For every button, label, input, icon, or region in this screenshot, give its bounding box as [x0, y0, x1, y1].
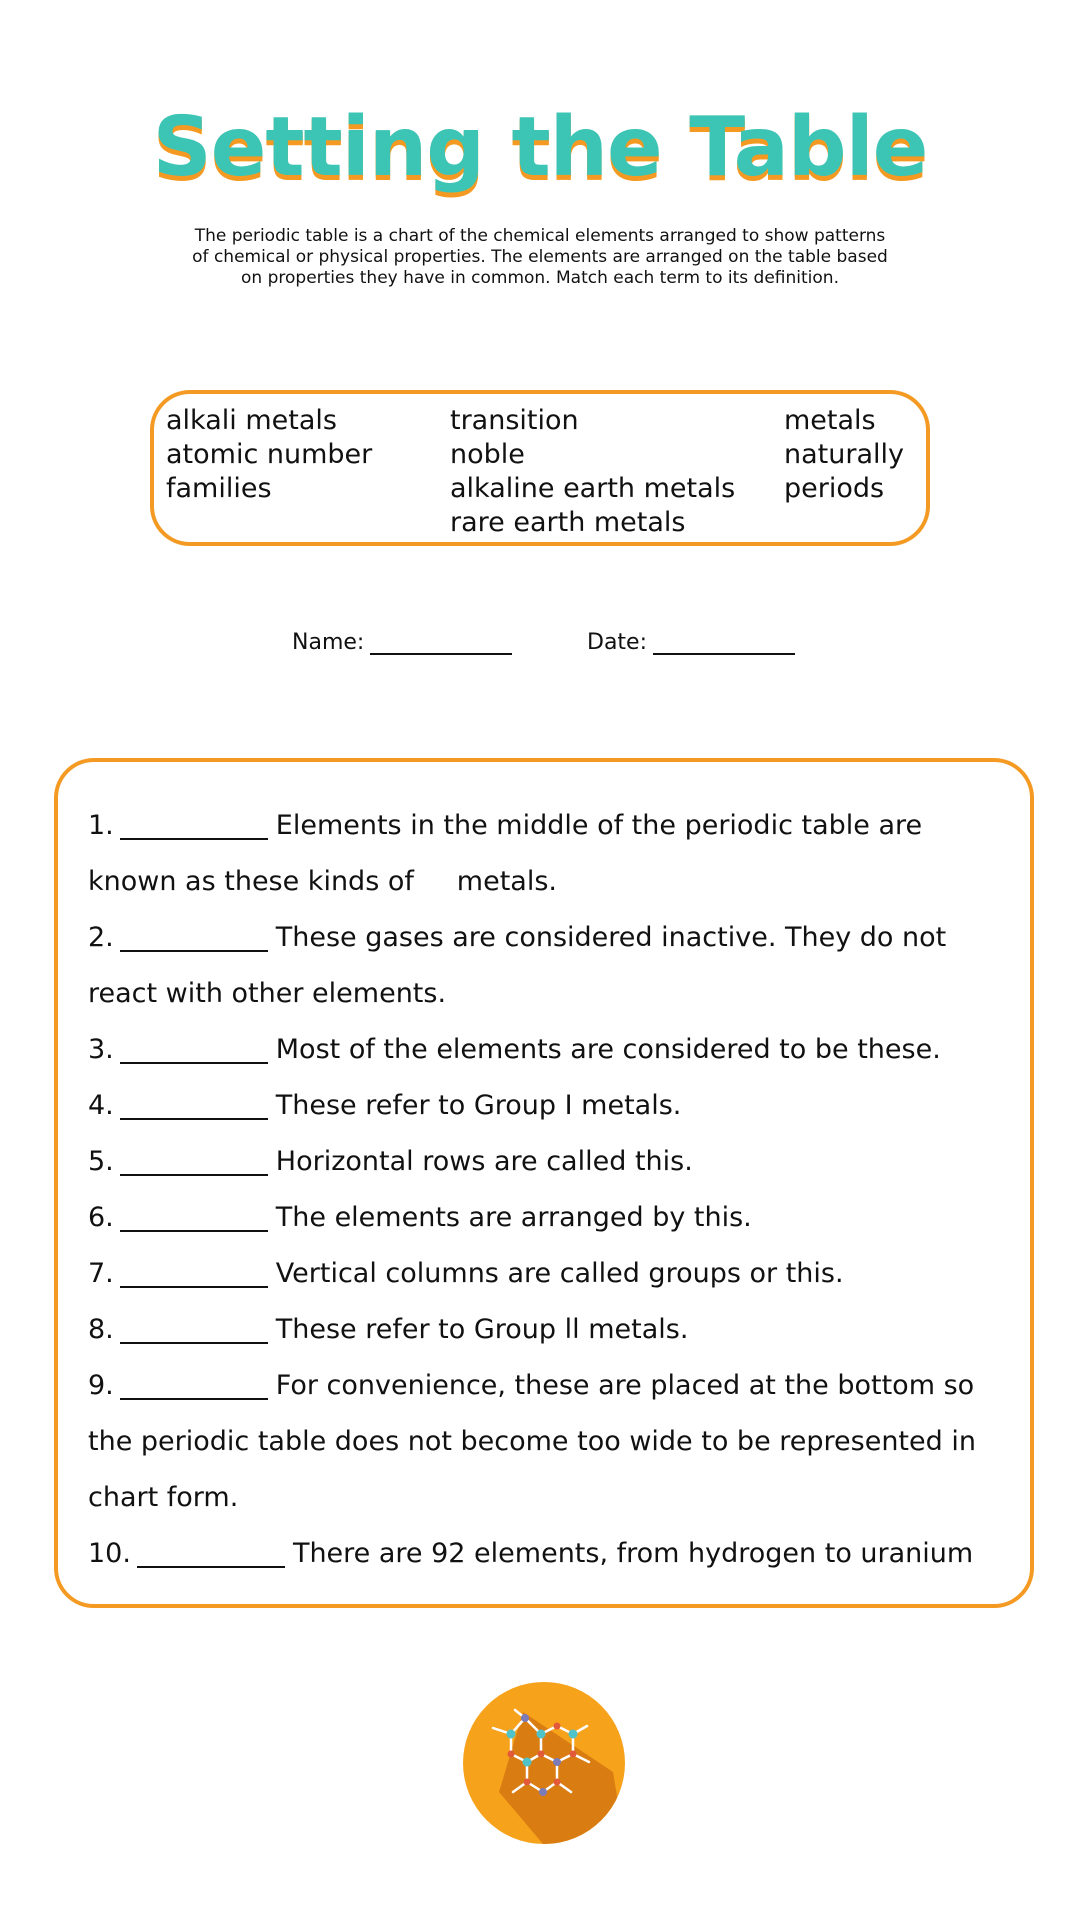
question-item — [88, 1022, 1008, 1078]
date-label: Date: — [587, 630, 647, 655]
question-item — [88, 1358, 1008, 1526]
answer-blank[interactable] — [120, 1312, 268, 1344]
question-item — [88, 1134, 1008, 1190]
word-bank-term: alkaline earth metals — [450, 473, 736, 504]
word-bank-term: families — [166, 473, 272, 504]
answer-blank[interactable] — [120, 1088, 268, 1120]
answer-blank[interactable] — [120, 1032, 268, 1064]
word-bank-term: transition — [450, 405, 579, 436]
question-text: There are 92 elements, from hydrogen to uranium — [292, 1538, 974, 1569]
question-item — [88, 1078, 1008, 1134]
question-number: 9. — [88, 1370, 114, 1401]
question-list — [88, 798, 1008, 1582]
date-field[interactable] — [587, 630, 795, 655]
question-text: These refer to Group ll metals. — [275, 1314, 689, 1345]
question-item — [88, 1190, 1008, 1246]
question-number: 1. — [88, 810, 114, 841]
question-item — [88, 1246, 1008, 1302]
name-blank[interactable] — [370, 631, 512, 655]
word-bank-term: metals — [784, 405, 876, 436]
answer-blank[interactable] — [120, 1256, 268, 1288]
molecule-icon — [463, 1682, 625, 1844]
question-text: These refer to Group I metals. — [275, 1090, 682, 1121]
question-text: The elements are arranged by this. — [275, 1202, 752, 1233]
question-number: 7. — [88, 1258, 114, 1289]
answer-blank[interactable] — [120, 1144, 268, 1176]
question-text: These gases are considered inactive. They do not react with other elements. — [88, 922, 947, 1009]
question-text: Elements in the middle of the periodic table are known as these kinds of metals. — [88, 810, 923, 897]
word-bank-term: periods — [784, 473, 885, 504]
word-bank-term: naturally — [784, 439, 904, 470]
questions-box — [54, 758, 1034, 1608]
answer-blank[interactable] — [137, 1536, 285, 1568]
answer-blank[interactable] — [120, 808, 268, 840]
word-bank-term: rare earth metals — [450, 507, 686, 538]
question-item — [88, 798, 1008, 910]
question-number: 2. — [88, 922, 114, 953]
question-number: 3. — [88, 1034, 114, 1065]
date-blank[interactable] — [653, 631, 795, 655]
word-bank-column-1 — [166, 404, 372, 506]
question-text: For convenience, these are placed at the bottom so the periodic table does not become too wide to be represented in chart form. — [88, 1370, 976, 1513]
page-title: Setting the Table — [152, 100, 928, 195]
answer-blank[interactable] — [120, 1368, 268, 1400]
name-field[interactable] — [292, 630, 512, 655]
question-number: 6. — [88, 1202, 114, 1233]
intro-paragraph: The periodic table is a chart of the chemical elements arranged to show patterns of chemical or physical properties. The elements are arranged on the table based on properties they have in common. Match each term to its definition. — [192, 226, 888, 288]
word-bank-column-3 — [784, 404, 904, 506]
question-text: Vertical columns are called groups or this. — [275, 1258, 844, 1289]
question-number: 8. — [88, 1314, 114, 1345]
question-item — [88, 1302, 1008, 1358]
answer-blank[interactable] — [120, 920, 268, 952]
word-bank — [150, 390, 930, 546]
question-number: 5. — [88, 1146, 114, 1177]
word-bank-term: atomic number — [166, 439, 373, 470]
word-bank-term: alkali metals — [166, 405, 337, 436]
name-label: Name: — [292, 630, 365, 655]
question-text: Horizontal rows are called this. — [275, 1146, 693, 1177]
question-number: 10. — [88, 1538, 131, 1569]
word-bank-term: noble — [450, 439, 525, 470]
answer-blank[interactable] — [120, 1200, 268, 1232]
question-number: 4. — [88, 1090, 114, 1121]
question-text: Most of the elements are considered to be these. — [275, 1034, 941, 1065]
word-bank-column-2 — [450, 404, 735, 540]
question-item — [88, 1526, 1008, 1582]
question-item — [88, 910, 1008, 1022]
